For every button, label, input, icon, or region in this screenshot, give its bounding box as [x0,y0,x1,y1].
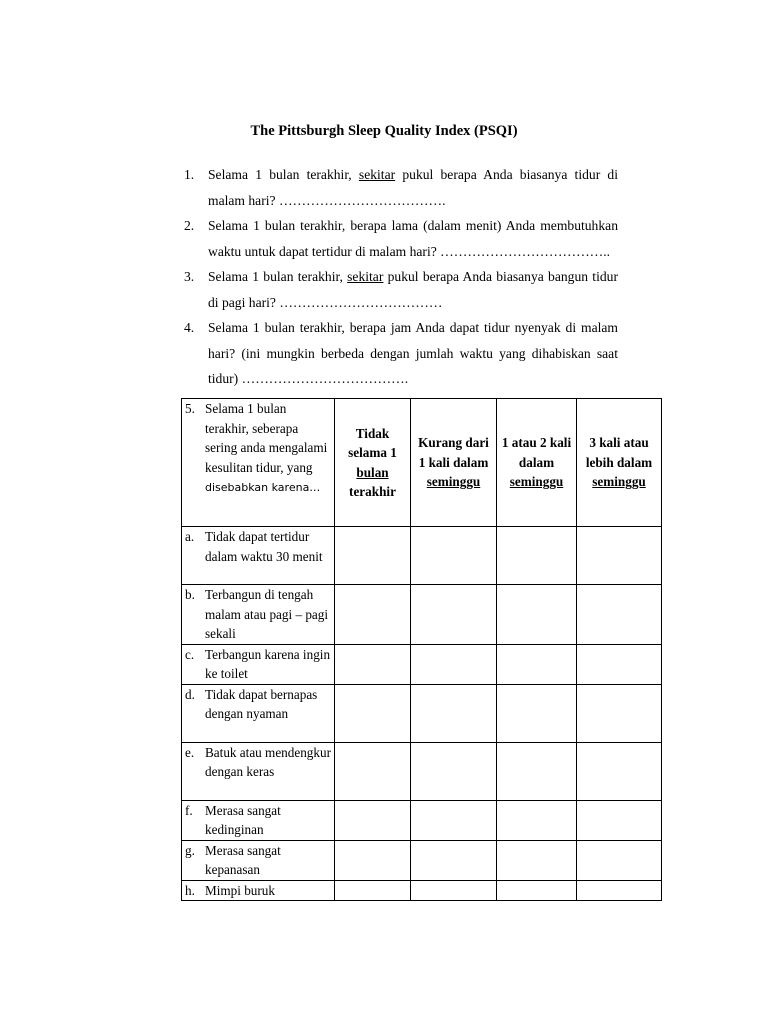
column-header: Kurang dari 1 kali dalam seminggu [411,399,497,527]
question-text: Selama 1 bulan terakhir, berapa jam Anda dapat tidur nyenyak di malam hari? (ini mungkin berbeda dengan jumlah waktu yang dihabiskan saat tidur) ………………………………. [208,320,618,386]
row-label: g. Merasa sangat kepanasan [182,840,335,880]
question-5-cell [182,399,335,527]
document-title: The Pittsburgh Sleep Quality Index (PSQI) [250,123,518,139]
question-underline: sekitar [347,269,384,284]
answer-cell[interactable] [411,684,497,742]
answer-cell[interactable] [411,840,497,880]
answer-cell[interactable] [411,585,497,645]
table-row [182,840,662,880]
answer-cell[interactable] [497,585,577,645]
answer-cell[interactable] [411,527,497,585]
row-label: f. Merasa sangat kedinginan [182,800,335,840]
answer-cell[interactable] [335,527,411,585]
question-5-tail: disebabkan karena… [205,481,321,494]
answer-cell[interactable] [335,800,411,840]
question-1 [184,162,618,213]
answer-cell[interactable] [577,800,662,840]
answer-cell[interactable] [577,684,662,742]
table-header-row [182,399,662,527]
answer-cell[interactable] [577,644,662,684]
column-header: 1 atau 2 kali dalam seminggu [497,399,577,527]
column-header: 3 kali atau lebih dalam seminggu [577,399,662,527]
answer-cell[interactable] [577,742,662,800]
question-number: 2. [184,218,195,233]
question-text-end: pukul berapa Anda biasanya bangun tidur di pagi hari? ……………………………… [208,269,618,310]
answer-cell[interactable] [411,880,497,901]
answer-cell[interactable] [577,585,662,645]
row-label: c. Terbangun karena ingin ke toilet [182,644,335,684]
question-text: Selama 1 bulan terakhir, berapa lama (dalam menit) Anda membutuhkan waktu untuk dapat tertidur di malam hari? ……………………………….. [208,218,618,259]
answer-cell[interactable] [411,800,497,840]
answer-cell[interactable] [335,880,411,901]
question-number: 5. [185,401,195,416]
answer-cell[interactable] [497,684,577,742]
answer-cell[interactable] [335,742,411,800]
row-label: d. Tidak dapat bernapas dengan nyaman [182,684,335,742]
row-label: h. Mimpi buruk [182,880,335,901]
column-header: Tidak selama 1 bulan terakhir [335,399,411,527]
answer-cell[interactable] [497,527,577,585]
answer-cell[interactable] [497,644,577,684]
sleep-disturbance-table [181,398,662,901]
table-row [182,742,662,800]
row-label: a. Tidak dapat tertidur dalam waktu 30 menit [182,527,335,585]
table-row [182,527,662,585]
table-row [182,880,662,901]
answer-cell[interactable] [497,880,577,901]
question-5-text: Selama 1 bulan terakhir, seberapa sering anda mengalami kesulitan tidur, yang [205,401,328,475]
table-row [182,644,662,684]
question-4 [184,315,618,392]
answer-cell[interactable] [577,880,662,901]
question-list [184,162,618,392]
question-text: Selama 1 bulan terakhir, [208,167,359,182]
row-label: e. Batuk atau mendengkur dengan keras [182,742,335,800]
question-text: Selama 1 bulan terakhir, [208,269,348,284]
answer-cell[interactable] [497,840,577,880]
table-row [182,684,662,742]
question-number: 3. [184,269,195,284]
question-2 [184,213,618,264]
answer-cell[interactable] [577,840,662,880]
table-row [182,585,662,645]
row-label: b. Terbangun di tengah malam atau pagi – pagi sekali [182,585,335,645]
answer-cell[interactable] [335,644,411,684]
answer-cell[interactable] [335,585,411,645]
question-number: 4. [184,320,195,335]
question-text-end: pukul berapa Anda biasanya tidur di malam hari? ………………………………. [208,167,618,208]
answer-cell[interactable] [497,800,577,840]
question-underline: sekitar [358,167,396,182]
question-3 [184,264,618,315]
answer-cell[interactable] [577,527,662,585]
answer-cell[interactable] [335,684,411,742]
answer-cell[interactable] [411,742,497,800]
answer-cell[interactable] [335,840,411,880]
answer-cell[interactable] [411,644,497,684]
question-number: 1. [184,167,195,182]
answer-cell[interactable] [497,742,577,800]
table-row [182,800,662,840]
